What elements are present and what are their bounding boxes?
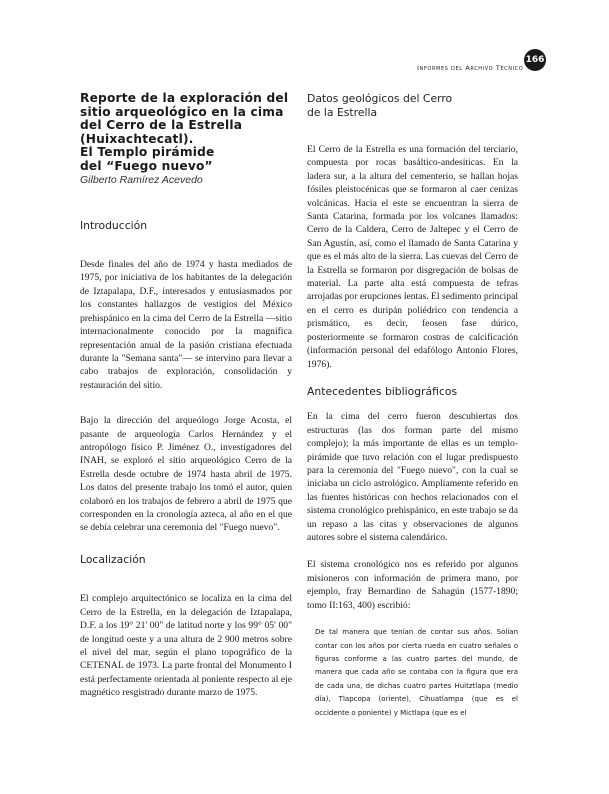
title-line: (Huixachtecatl). <box>80 131 194 146</box>
paragraph: Bajo la dirección del arqueólogo Jorge Acosta, el pasante de arqueología Carlos Hernández y el antropólogo físico P. Jiménez O., investigadores del INAH, se exploró el sitio arqueológico Cerro de la Estrella desde octubre de 1974 hasta abril de 1975. Los datos del presente trabajo los tomó el autor, quien colaboró en los trabajos de febrero a abril de 1975 que corresponden en la cronología azteca, al año en el que se debía celebrar una ceremonia del "Fuego nuevo". <box>80 415 292 534</box>
title-line: Reporte de la exploración del <box>80 91 289 105</box>
section-heading-antecedentes: Antecedentes bibliográficos <box>307 384 458 398</box>
article-title <box>80 92 292 174</box>
block-quote: De tal manera que tenían de contar sus años. Solían contar con los años por cierta rueda en cuatro señales o figuras conforme a las cuatro partes del mundo, de manera que cada año se contaba con la figura que era de cada una, de dichas cuatro partes Huitztlapa (medio día), Tlapcopa (oriente), Cihuatlampa (que es el occidente o poniente) y Mictlapa (que es el <box>315 628 518 717</box>
left-column <box>80 92 292 700</box>
section-heading-datos-geologicos: Datos geológicos del Cerro de la Estrella <box>307 92 453 119</box>
title-line: del “Fuego nuevo” <box>80 158 213 173</box>
right-column <box>307 92 518 720</box>
paragraph: El complejo arquitectónico se localiza en la cima del Cerro de la Estrella, en la delegación de Iztapalapa, D.F. a los 19° 21' 00" de latitud norte y los 99° 05' 00" de longitud oeste y a una altura de 2 900 metros sobre el nivel del mar, según el plano topográfico de la CETENAL de 1973. La parte frontal del Monumento I está perfectamente orientada al poniente respecto al eje magnético resgistrado durante marzo de 1975. <box>80 593 292 699</box>
title-line: del Cerro de la Estrella <box>80 118 243 133</box>
title-line: El Templo pirámide <box>80 145 215 160</box>
paragraph: El sistema cronológico nos es referido por algunos misioneros con información de primera mano, por ejemplo, fray Bernardino de Sahagún (1577-1890; tomo II:163, 400) escribió: <box>307 559 518 611</box>
title-line: sitio arqueológico en la cima <box>80 104 284 119</box>
running-head: Informes del Archivo Técnico <box>417 64 524 72</box>
page-number-badge: 166 <box>524 49 546 71</box>
paragraph: El Cerro de la Estrella es una formación del terciario, compuesta por rocas basáltico-andesíticas. En la ladera sur, a la altura del cementerio, se hallan hojas fósiles pleistocénicas que se formaron al caer cenizas volcánicas. Hacia el este se encuentran la sierra de Santa Catarina, formada por los volcanes llamados: Cerro de la Caldera, Cerro de Jaltepec y el Cerro de San Agustín, así, como el llamado de Santa Catarina y que es el más alto de la sierra. Las cuevas del Cerro de la Estrella se formaron por disgregación de bolsas de material. La parte alta está compuesta de tefras arrojadas por erupciones lentas. El sedimento principal en el cerro es duripán poliédrico con tendencia a prismático, es decir, feosen fase dúrico, posteriormente se formaron costras de calcificación (información personal del edafólogo Antonio Flores, 1976). <box>307 144 518 370</box>
author-byline: Gilberto Ramírez Acevedo <box>80 173 203 186</box>
paragraph: En la cima del cerro fueron descubiertas dos estructuras (las dos forman parte del mismo complejo); la más importante de ellas es un templo-pirámide que tuvo relación con el lugar predispuesto para la ceremonia del "Fuego nuevo", con la cual se iniciaba un ciclo astrológico. Ampliamente referido en las fuentes históricas con hechos relacionados con el sistema cronológico prehispánico, en este trabajo se da un repaso a las citas y observaciones de algunos autores sobre el sistema calendárico. <box>307 411 518 544</box>
section-heading-localizacion: Localización <box>80 552 146 566</box>
paragraph: Desde finales del año de 1974 y hasta mediados de 1975, por iniciativa de los habitantes de la delegación de Iztapalapa, D.F., interesados y entusiasmados por los constantes hallazgos de vestigios del México prehispánico en la cima del Cerro de la Estrella —sitio internacionalmente conocido por la magnífica representación anual de la pasión cristiana efectuada durante la "Semana santa"— se intervino para llevar a cabo trabajos de exploración, consolidación y restauración del sitio. <box>80 259 292 391</box>
section-heading-introduccion: Introducción <box>80 218 148 232</box>
